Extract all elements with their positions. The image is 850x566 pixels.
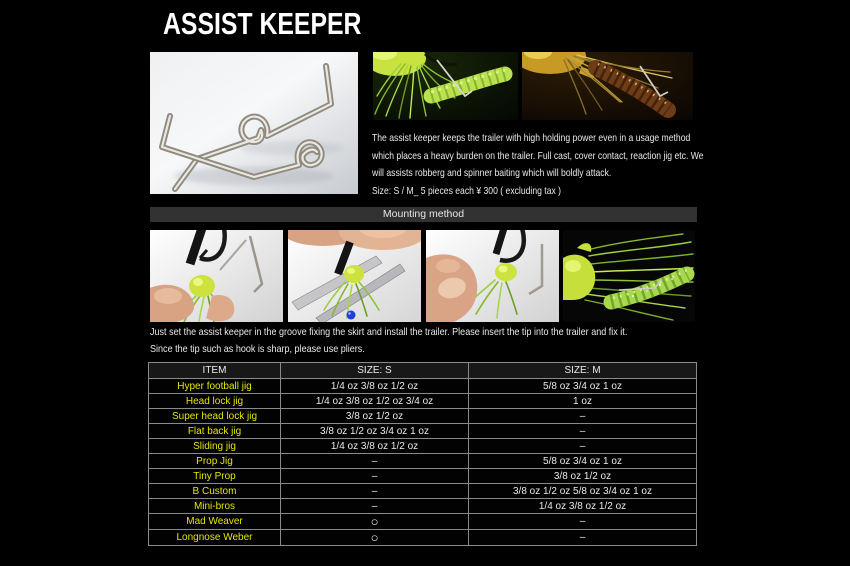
column-header-item: ITEM: [149, 363, 281, 379]
size-s-cell: 1/4 oz 3/8 oz 1/2 oz: [281, 439, 469, 454]
item-cell: Mini-bros: [149, 499, 281, 514]
size-m-cell: 1/4 oz 3/8 oz 1/2 oz: [469, 499, 697, 514]
size-s-cell: 1/4 oz 3/8 oz 1/2 oz 3/4 oz: [281, 394, 469, 409]
item-cell: Sliding jig: [149, 439, 281, 454]
item-cell: Tiny Prop: [149, 469, 281, 484]
item-cell: Super head lock jig: [149, 409, 281, 424]
size-s-cell: 3/8 oz 1/2 oz 3/4 oz 1 oz: [281, 424, 469, 439]
size-s-cell: 3/8 oz 1/2 oz: [281, 409, 469, 424]
mounting-method-heading: Mounting method: [150, 207, 697, 222]
description-line: The assist keeper keeps the trailer with high holding power even in a usage method: [372, 132, 691, 144]
column-header-size-s: SIZE: S: [281, 363, 469, 379]
wire-keeper-illustration: [150, 52, 358, 194]
price-size-line: Size: S / M_ 5 pieces each ¥ 300 ( excluding tax ): [372, 184, 562, 197]
table-row: [149, 424, 697, 439]
product-description: [372, 130, 703, 200]
size-m-cell: 3/8 oz 1/2 oz: [469, 469, 697, 484]
item-cell: Mad Weaver: [149, 514, 281, 530]
mounting-step-2-photo: [288, 230, 421, 322]
size-s-cell: –: [281, 499, 469, 514]
table-row: [149, 469, 697, 484]
size-m-cell: 5/8 oz 3/4 oz 1 oz: [469, 379, 697, 394]
size-m-cell: 3/8 oz 1/2 oz 5/8 oz 3/4 oz 1 oz: [469, 484, 697, 499]
mounting-step-3-photo: [426, 230, 559, 322]
size-m-cell: 1 oz: [469, 394, 697, 409]
size-s-cell: ○: [281, 514, 469, 530]
table-row: [149, 499, 697, 514]
page-title: ASSIST KEEPER: [163, 6, 362, 41]
item-cell: B Custom: [149, 484, 281, 499]
size-m-cell: –: [469, 424, 697, 439]
size-s-cell: –: [281, 484, 469, 499]
assist-keeper-wire-photo: [150, 52, 358, 194]
item-cell: Flat back jig: [149, 424, 281, 439]
table-row: [149, 409, 697, 424]
size-m-cell: 5/8 oz 3/4 oz 1 oz: [469, 454, 697, 469]
table-row: [149, 530, 697, 546]
table-row: [149, 484, 697, 499]
size-m-cell: –: [469, 439, 697, 454]
table-row: [149, 439, 697, 454]
caption-line: Just set the assist keeper in the groove fixing the skirt and install the trailer. Please insert the tip into the trailer and fix it.: [150, 326, 628, 338]
item-cell: Prop Jig: [149, 454, 281, 469]
lure-photo-green: [373, 52, 518, 120]
item-cell: Head lock jig: [149, 394, 281, 409]
item-cell: Hyper football jig: [149, 379, 281, 394]
caption-line: Since the tip such as hook is sharp, please use pliers.: [150, 343, 365, 355]
table-row: [149, 379, 697, 394]
column-header-size-m: SIZE: M: [469, 363, 697, 379]
size-s-cell: –: [281, 454, 469, 469]
size-m-cell: –: [469, 530, 697, 546]
table-row: [149, 514, 697, 530]
size-m-cell: –: [469, 409, 697, 424]
size-m-cell: –: [469, 514, 697, 530]
size-s-cell: –: [281, 469, 469, 484]
spec-table: [148, 362, 697, 546]
lure-photo-brown: [522, 52, 693, 120]
item-cell: Longnose Weber: [149, 530, 281, 546]
mounting-caption: [150, 324, 627, 358]
table-row: [149, 454, 697, 469]
mounting-step-4-photo: [563, 230, 695, 322]
description-line: which places a heavy burden on the trailer. Full cast, cover contact, reaction jig etc. We: [372, 149, 704, 162]
size-s-cell: ○: [281, 530, 469, 546]
table-row: [149, 394, 697, 409]
spec-table-body: [149, 379, 697, 546]
mounting-step-1-photo: [150, 230, 283, 322]
description-line: will assists robberg and spinner baiting which will boldly attack.: [372, 167, 612, 179]
table-header-row: [149, 363, 697, 379]
size-s-cell: 1/4 oz 3/8 oz 1/2 oz: [281, 379, 469, 394]
